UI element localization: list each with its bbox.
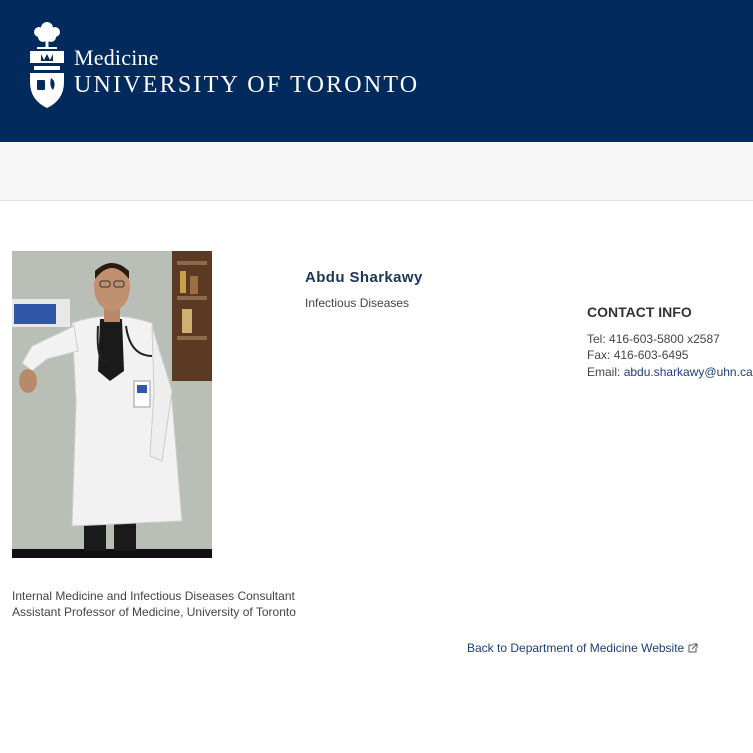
external-link-icon: [688, 643, 698, 653]
faculty-name: Medicine: [74, 45, 159, 70]
bio-line-2: Assistant Professor of Medicine, University of Toronto: [12, 605, 296, 619]
profile-division: Infectious Diseases: [305, 296, 410, 310]
contact-heading: CONTACT INFO: [587, 304, 692, 320]
back-link-label: Back to Department of Medicine Website: [467, 641, 685, 655]
profile-photo-illustration: [12, 251, 212, 558]
university-name[interactable]: UNIVERSITY OF TORONTO: [74, 72, 420, 98]
university-crest-icon[interactable]: [27, 20, 67, 110]
tel-value: 416-603-5800 x2587: [609, 332, 720, 346]
email-link[interactable]: abdu.sharkawy@uhn.ca: [623, 365, 753, 379]
profile-name: Abdu Sharkawy: [305, 269, 423, 286]
email-label: Email:: [587, 365, 621, 379]
contact-email: [587, 365, 753, 379]
profile-photo: [12, 251, 212, 558]
contact-tel: [587, 332, 720, 346]
contact-fax: [587, 348, 688, 362]
navigation-bar: [0, 142, 753, 201]
fax-label: Fax:: [587, 348, 611, 362]
back-to-department-link[interactable]: [467, 641, 698, 655]
bio-line-1: Internal Medicine and Infectious Diseases Consultant: [12, 589, 295, 603]
fax-value: 416-603-6495: [613, 348, 689, 362]
site-header: [0, 0, 753, 142]
tel-label: Tel:: [587, 332, 606, 346]
